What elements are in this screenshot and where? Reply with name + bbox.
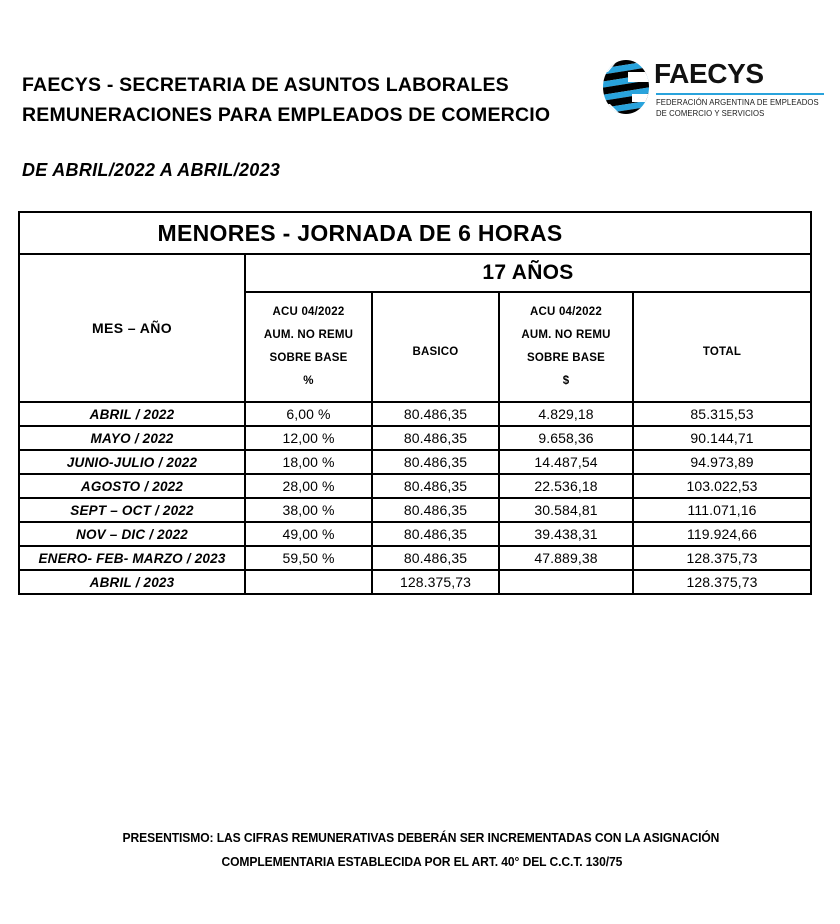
document-header xyxy=(0,0,840,200)
cell-mes-anio: JUNIO-JULIO / 2022 xyxy=(19,450,245,474)
cell-acu-percent: 6,00 % xyxy=(245,402,372,426)
cell-acu-pesos: 47.889,38 xyxy=(499,546,633,570)
table-row xyxy=(19,450,811,474)
cell-mes-anio: AGOSTO / 2022 xyxy=(19,474,245,498)
cell-acu-pesos: 39.438,31 xyxy=(499,522,633,546)
cell-basico: 80.486,35 xyxy=(372,498,499,522)
column-header-acu-percent xyxy=(245,292,372,402)
col-head-line: TOTAL xyxy=(702,346,742,358)
faecys-wordmark: FAECYS xyxy=(654,58,764,89)
document-footer-note xyxy=(0,826,840,874)
cell-total: 128.375,73 xyxy=(633,546,811,570)
page-title-line-2: REMUNERACIONES PARA EMPLEADOS DE COMERCIO xyxy=(22,104,551,126)
cell-basico: 80.486,35 xyxy=(372,546,499,570)
cell-total: 85.315,53 xyxy=(633,402,811,426)
cell-acu-pesos xyxy=(499,570,633,594)
cell-basico: 80.486,35 xyxy=(372,402,499,426)
table-row xyxy=(19,546,811,570)
table-row xyxy=(19,498,811,522)
cell-total: 94.973,89 xyxy=(633,450,811,474)
table-banner-title: MENORES - JORNADA DE 6 HORAS xyxy=(19,212,811,254)
cell-basico: 128.375,73 xyxy=(372,570,499,594)
cell-acu-percent: 49,00 % xyxy=(245,522,372,546)
faecys-logo-subtitle-line-1: FEDERACIÓN ARGENTINA DE EMPLEADOS xyxy=(656,97,819,107)
column-header-mes-anio: MES – AÑO xyxy=(19,254,245,402)
col-head-line: % xyxy=(303,375,314,387)
faecys-logo-subtitle xyxy=(656,97,822,119)
cell-acu-pesos: 22.536,18 xyxy=(499,474,633,498)
cell-total: 90.144,71 xyxy=(633,426,811,450)
cell-acu-pesos: 14.487,54 xyxy=(499,450,633,474)
logo-divider-rule xyxy=(656,93,824,95)
wage-scale-table xyxy=(18,211,812,595)
table-row xyxy=(19,402,811,426)
cell-acu-percent: 12,00 % xyxy=(245,426,372,450)
col-head-line: AUM. NO REMU xyxy=(263,329,354,341)
cell-acu-pesos: 30.584,81 xyxy=(499,498,633,522)
cell-total: 103.022,53 xyxy=(633,474,811,498)
cell-mes-anio: ENERO- FEB- MARZO / 2023 xyxy=(19,546,245,570)
faecys-logo xyxy=(598,56,828,122)
cell-acu-percent: 18,00 % xyxy=(245,450,372,474)
table-row xyxy=(19,426,811,450)
table-row xyxy=(19,474,811,498)
cell-basico: 80.486,35 xyxy=(372,522,499,546)
page-title xyxy=(22,70,602,130)
table-banner-row xyxy=(19,212,811,254)
cell-acu-percent: 59,50 % xyxy=(245,546,372,570)
table-age-group: 17 AÑOS xyxy=(245,254,811,292)
cell-total: 119.924,66 xyxy=(633,522,811,546)
cell-mes-anio: ABRIL / 2023 xyxy=(19,570,245,594)
col-head-line: SOBRE BASE xyxy=(526,352,606,364)
faecys-logo-subtitle-line-2: DE COMERCIO Y SERVICIOS xyxy=(656,108,765,118)
col-head-line: BASICO xyxy=(412,346,459,358)
cell-mes-anio: ABRIL / 2022 xyxy=(19,402,245,426)
cell-mes-anio: MAYO / 2022 xyxy=(19,426,245,450)
page-title-line-1: FAECYS - SECRETARIA DE ASUNTOS LABORALES xyxy=(22,74,509,96)
col-head-line: SOBRE BASE xyxy=(269,352,348,364)
footer-line-1: PRESENTISMO: LAS CIFRAS REMUNERATIVAS DEBERÁN SER INCREMENTADAS CON LA ASIGNACIÓN xyxy=(122,830,720,845)
cell-basico: 80.486,35 xyxy=(372,450,499,474)
cell-basico: 80.486,35 xyxy=(372,426,499,450)
cell-total: 111.071,16 xyxy=(633,498,811,522)
faecys-striped-oval-icon xyxy=(598,58,654,116)
cell-acu-percent xyxy=(245,570,372,594)
cell-acu-percent: 28,00 % xyxy=(245,474,372,498)
cell-mes-anio: SEPT – OCT / 2022 xyxy=(19,498,245,522)
col-head-line: ACU 04/2022 xyxy=(530,306,602,318)
column-header-total xyxy=(633,292,811,402)
page-subtitle-period: DE ABRIL/2022 A ABRIL/2023 xyxy=(22,160,281,180)
cell-acu-pesos: 9.658,36 xyxy=(499,426,633,450)
col-head-line: $ xyxy=(562,375,570,387)
footer-line-2: COMPLEMENTARIA ESTABLECIDA POR EL ART. 40° DEL C.C.T. 130/75 xyxy=(221,854,623,869)
table-agegroup-row xyxy=(19,254,811,292)
cell-total: 128.375,73 xyxy=(633,570,811,594)
column-header-basico xyxy=(372,292,499,402)
cell-mes-anio: NOV – DIC / 2022 xyxy=(19,522,245,546)
cell-basico: 80.486,35 xyxy=(372,474,499,498)
table-row xyxy=(19,522,811,546)
column-header-acu-pesos xyxy=(499,292,633,402)
col-head-line: ACU 04/2022 xyxy=(272,306,345,318)
cell-acu-percent: 38,00 % xyxy=(245,498,372,522)
col-head-line: AUM. NO REMU xyxy=(521,329,611,341)
cell-acu-pesos: 4.829,18 xyxy=(499,402,633,426)
table-row xyxy=(19,570,811,594)
